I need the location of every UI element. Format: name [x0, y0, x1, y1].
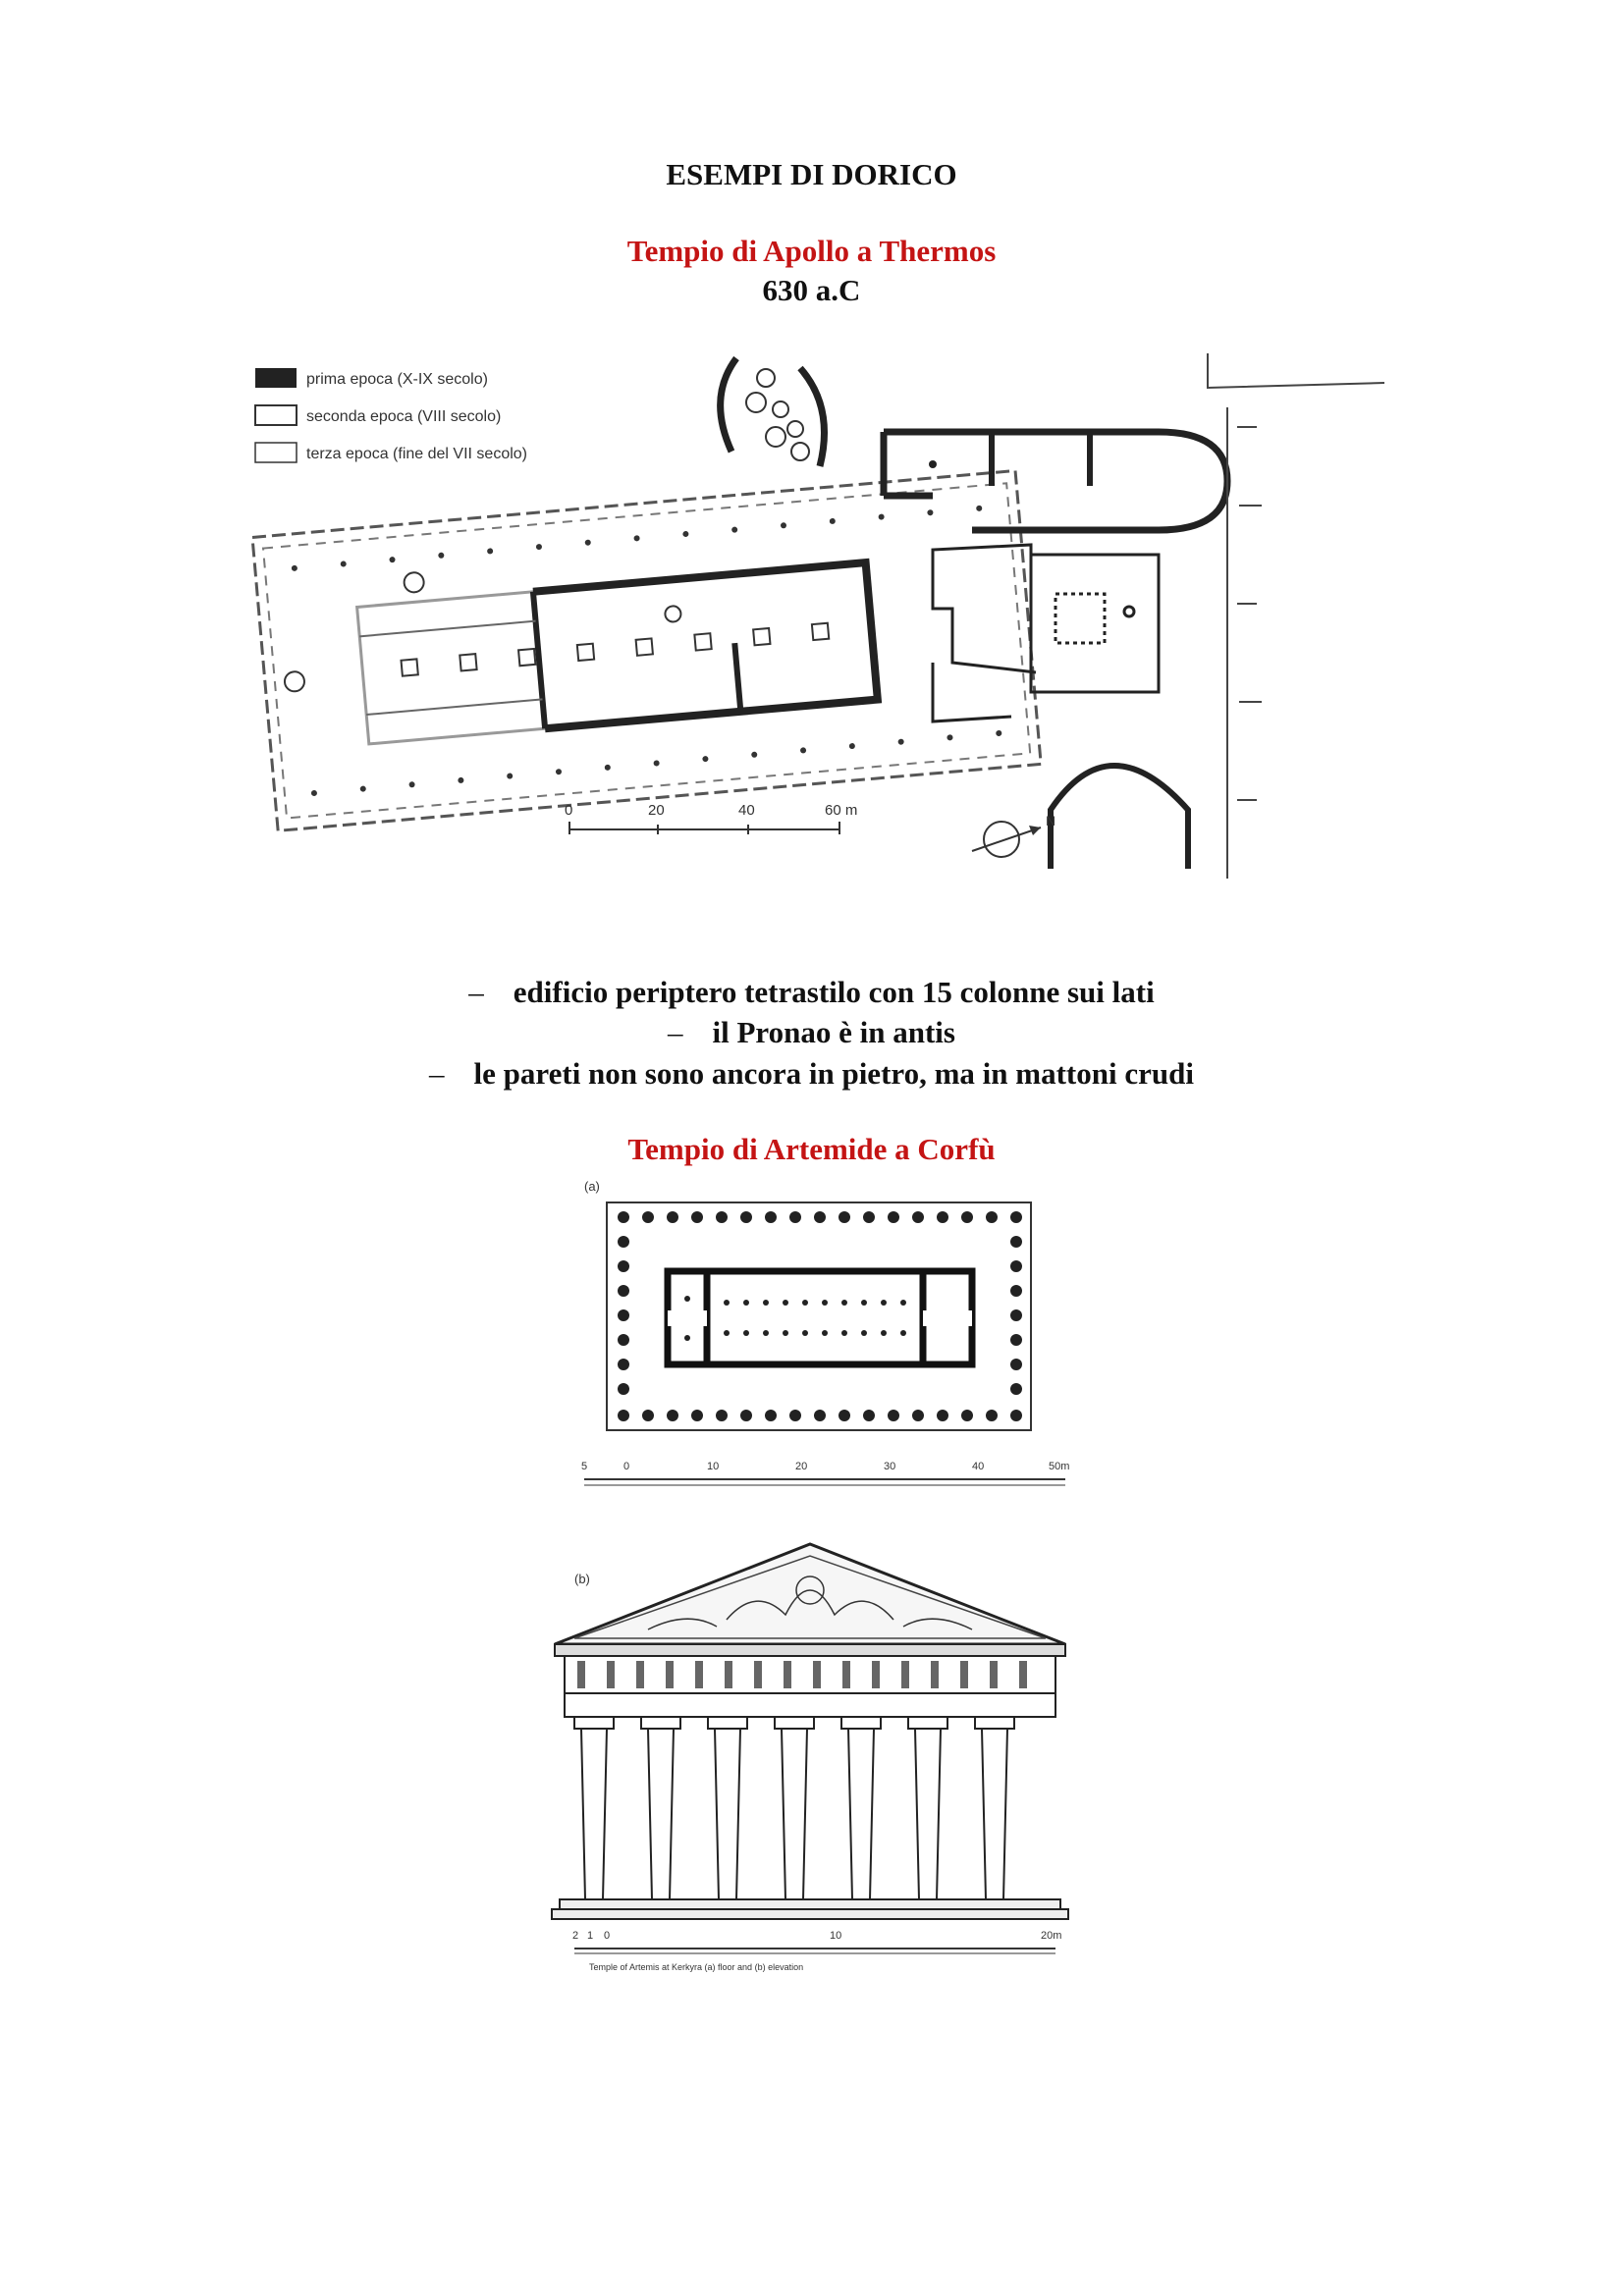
- section1-date: 630 a.C: [762, 273, 861, 307]
- svg-text:0: 0: [565, 802, 573, 819]
- dash-3: –: [429, 1056, 445, 1091]
- svg-text:50m: 50m: [1049, 1461, 1070, 1472]
- svg-text:40: 40: [738, 802, 755, 819]
- section2-title: Tempio di Artemide a Corfù: [627, 1132, 996, 1166]
- svg-text:60 m: 60 m: [825, 802, 858, 819]
- scale-bar-b: [572, 1930, 1061, 1953]
- artemis-elevation: [552, 1544, 1068, 1919]
- thermos-plan-figure: [245, 348, 1384, 898]
- svg-text:20m: 20m: [1041, 1930, 1062, 1942]
- svg-text:0: 0: [604, 1930, 611, 1942]
- svg-text:20: 20: [648, 802, 665, 819]
- bullet-2: – il Pronao è in antis: [668, 1015, 955, 1049]
- apsidal-building: [884, 432, 1227, 530]
- svg-text:5: 5: [581, 1461, 588, 1472]
- label-b: (b): [574, 1572, 590, 1586]
- svg-text:20: 20: [795, 1461, 808, 1472]
- legend-item-3: terza epoca (fine del VII secolo): [306, 446, 528, 462]
- page-heading: ESEMPI DI DORICO: [666, 157, 957, 191]
- legend-item-2: seconda epoca (VIII secolo): [306, 408, 502, 425]
- annex-rooms: [933, 545, 1159, 721]
- legend-item-1: prima epoca (X-IX secolo): [306, 371, 488, 388]
- artemis-figure: [530, 1173, 1109, 1973]
- section1-title: Tempio di Apollo a Thermos: [626, 234, 997, 268]
- svg-text:1: 1: [587, 1930, 594, 1942]
- svg-text:10: 10: [707, 1461, 720, 1472]
- artemis-plan: [607, 1202, 1031, 1430]
- bullet-1: – edificio periptero tetrastilo con 15 colonne sui lati: [468, 975, 1155, 1009]
- altar-circles: [746, 369, 809, 460]
- svg-text:N: N: [1046, 813, 1056, 828]
- svg-text:0: 0: [623, 1461, 630, 1472]
- scale-bar-a: [581, 1461, 1069, 1485]
- svg-text:30: 30: [884, 1461, 896, 1472]
- plan-scale-bar: [565, 802, 857, 834]
- svg-text:10: 10: [830, 1930, 842, 1942]
- plan-legend: [255, 368, 527, 462]
- svg-text:2: 2: [572, 1930, 579, 1942]
- bullet-3: – le pareti non sono ancora in pietro, ma in mattoni crudi: [429, 1056, 1194, 1091]
- svg-text:40: 40: [972, 1461, 985, 1472]
- label-a: (a): [584, 1179, 600, 1194]
- right-stones: [1227, 407, 1262, 879]
- dash-2: –: [668, 1015, 683, 1049]
- dash-1: –: [468, 975, 484, 1009]
- north-arrow-icon: [972, 813, 1055, 857]
- figure-caption: Temple of Artemis at Kerkyra (a) floor and (b) elevation: [589, 1962, 804, 1972]
- temple-apollo-plan: [252, 471, 1041, 831]
